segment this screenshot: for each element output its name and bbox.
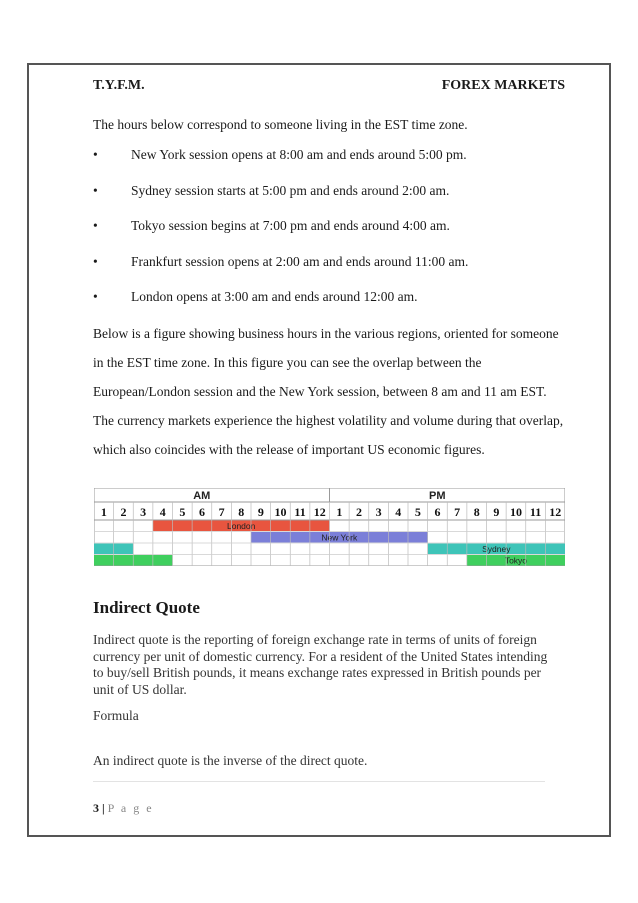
inverse-text: An indirect quote is the inverse of the direct quote.	[93, 753, 368, 768]
overlap-paragraph: Below is a figure showing business hours in the various regions, oriented for someone in the EST time zone. In this figure you can see the overlap between the European/London session and the New York session, between 8 am and 11 am EST. The currency markets experience the highest volatility and volume during that overlap, which also coincides with the release of important US economic figures.	[93, 326, 564, 457]
hour-tick-label: 1	[100, 505, 107, 519]
hour-tick-label: 9	[493, 505, 500, 519]
hour-tick-label: 8	[473, 505, 480, 519]
page-word: P a g e	[107, 801, 154, 815]
list-item-text: New York session opens at 8:00 am and ends around 5:00 pm.	[131, 147, 467, 162]
bullet-marker: •	[93, 289, 98, 304]
session-hours-chart	[94, 488, 565, 566]
bullet-marker: •	[93, 218, 98, 233]
hour-tick-label: 6	[434, 505, 441, 519]
hour-tick-label: 8	[238, 505, 245, 519]
session-label: New York	[321, 532, 358, 543]
list-item-text: Tokyo session begins at 7:00 pm and ends around 4:00 am.	[131, 218, 450, 233]
header-left: T.Y.F.M.	[93, 78, 145, 93]
hour-tick-label: 12	[313, 505, 326, 519]
list-item	[93, 183, 568, 219]
bullet-marker: •	[93, 253, 98, 269]
hour-tick-label: 2	[120, 505, 127, 519]
formula-label: Formula	[93, 708, 139, 723]
hour-tick-label: 12	[549, 505, 562, 519]
list-item-text: Frankfurt session opens at 2:00 am and ends around 11:00 am.	[131, 253, 469, 269]
indirect-quote-heading: Indirect Quote	[93, 598, 200, 617]
hour-tick-label: 10	[509, 505, 522, 519]
indirect-quote-paragraph: Indirect quote is the reporting of foreign exchange rate in terms of units of foreign currency per unit of domestic currency. For a resident of the United States intending to buy/sell British pounds, it means exchange rates expressed in British pounds per unit of US dollar.	[93, 632, 548, 697]
bullet-marker: •	[93, 147, 98, 162]
page-number: 3	[93, 801, 99, 815]
session-chart-svg	[94, 488, 565, 566]
hour-tick-label: 11	[529, 505, 542, 519]
am-label: AM	[193, 490, 211, 502]
hour-tick-label: 9	[257, 505, 264, 519]
list-item	[93, 147, 568, 183]
hour-tick-label: 10	[274, 505, 287, 519]
session-label: Sydney	[482, 544, 511, 554]
hour-tick-label: 6	[198, 505, 205, 519]
list-item	[93, 254, 568, 290]
hour-tick-label: 4	[395, 505, 402, 519]
page-separator: |	[102, 801, 105, 815]
hour-tick-label: 5	[414, 505, 421, 519]
page-footer	[93, 801, 154, 816]
hour-tick-label: 4	[159, 505, 166, 519]
hour-tick-label: 2	[355, 505, 362, 519]
bullet-marker: •	[93, 182, 98, 198]
hour-tick-label: 3	[140, 505, 147, 519]
session-label: Tokyo	[504, 555, 528, 566]
pm-label: PM	[429, 490, 446, 502]
hour-tick-label: 11	[294, 505, 306, 519]
hour-tick-label: 7	[454, 505, 461, 519]
session-label: London	[227, 521, 256, 531]
list-item-text: London opens at 3:00 am and ends around 12:00 am.	[131, 289, 418, 304]
footer-divider	[93, 781, 545, 782]
list-item-text: Sydney session starts at 5:00 pm and ends around 2:00 am.	[131, 182, 450, 198]
hour-tick-label: 7	[218, 505, 225, 519]
session-list	[93, 147, 568, 325]
header-right: FOREX MARKETS	[441, 78, 565, 93]
hour-tick-label: 5	[179, 505, 186, 519]
hour-tick-label: 1	[336, 505, 343, 519]
intro-text: The hours below correspond to someone living in the EST time zone.	[93, 117, 468, 132]
hour-tick-label: 3	[375, 505, 382, 519]
list-item	[93, 218, 568, 254]
